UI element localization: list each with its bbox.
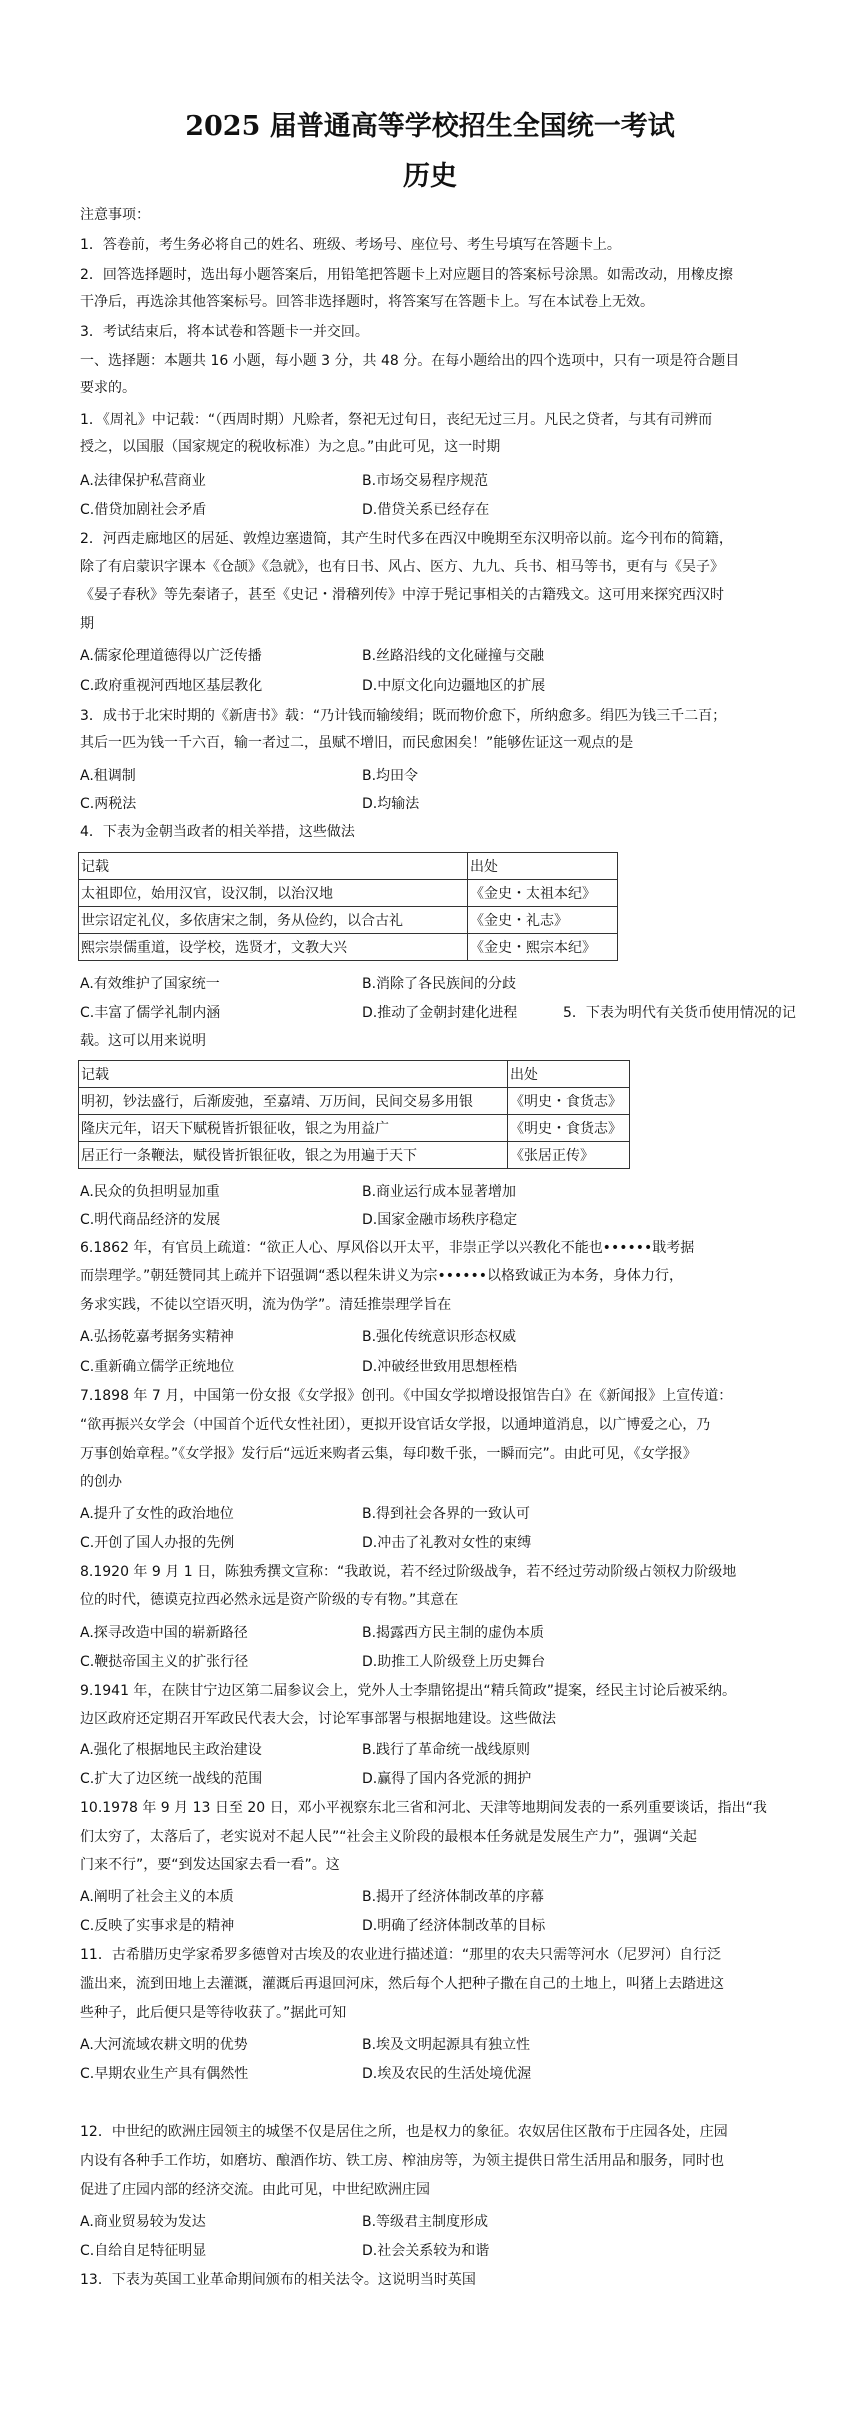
option-b[interactable]: B.丝路沿线的文化碰撞与交融 (362, 648, 545, 664)
question-stem: 门来不行”，要“到发达国家去看一看”。这 (80, 1857, 340, 1873)
question-stem: 内设有各种手工作坊，如磨坊、酿酒作坊、铁工房、榨油房等，为领主提供日常生活用品和服务，同时也 (80, 2153, 724, 2169)
option-a[interactable]: A.探寻改造中国的崭新路径 (80, 1625, 248, 1641)
question-stem: 位的时代，德谟克拉西必然永远是资产阶级的专有物。”其意在 (80, 1592, 459, 1608)
note-line: 干净后，再选涂其他答案标号。回答非选择题时，将答案写在答题卡上。写在本试卷上无效。 (80, 294, 654, 310)
section-heading: 要求的。 (80, 380, 136, 396)
note-line: 2．回答选择题时，选出每小题答案后，用铅笔把答题卡上对应题目的答案标号涂黑。如需改动，用橡皮擦 (80, 267, 733, 283)
table-cell: 《明史・食货志》 (508, 1088, 630, 1115)
table-row (79, 1142, 630, 1169)
option-c[interactable]: C.明代商品经济的发展 (80, 1212, 221, 1228)
question-stem: 边区政府还定期召开军政民代表大会，讨论军事部署与根据地建设。这些做法 (80, 1711, 556, 1727)
option-d[interactable]: D.埃及农民的生活处境优渥 (362, 2066, 532, 2082)
option-c[interactable]: C.鞭挞帝国主义的扩张行径 (80, 1654, 249, 1670)
option-d[interactable]: D.冲击了礼教对女性的束缚 (362, 1535, 532, 1551)
question-stem: 1．《周礼》中记载：“（西周时期）凡赊者，祭祀无过旬日，丧纪无过三月。凡民之贷者，与其有司辨而 (80, 412, 713, 428)
question-stem: 其后一匹为钱一千六百，输一者过二，虽赋不增旧，而民愈困矣！”能够佐证这一观点的是 (80, 735, 634, 751)
option-c[interactable]: C.反映了实事求是的精神 (80, 1918, 235, 1934)
question-stem: 些种子，此后便只是等待收获了。”据此可知 (80, 2005, 347, 2021)
question-stem: 务求实践，不徒以空语灭明，流为伪学”。清廷推崇理学旨在 (80, 1297, 452, 1313)
question-stem: 12．中世纪的欧洲庄园领主的城堡不仅是居住之所，也是权力的象征。农奴居住区散布于庄园各处，庄园 (80, 2124, 728, 2140)
option-b[interactable]: B.市场交易程序规范 (362, 473, 489, 489)
question-stem: 期 (80, 616, 94, 632)
table-cell: 熙宗崇儒重道，设学校，选贤才，文教大兴 (79, 934, 468, 961)
option-b[interactable]: B.强化传统意识形态权威 (362, 1329, 517, 1345)
option-b[interactable]: B.揭露西方民主制的虚伪本质 (362, 1625, 545, 1641)
table-cell: 《张居正传》 (508, 1142, 630, 1169)
question-stem: 7.1898 年 7 月，中国第一份女报《女学报》创刊。《中国女学拟增设报馆告白》在《新闻报》上宣传道： (80, 1388, 733, 1404)
option-b[interactable]: B.埃及文明起源具有独立性 (362, 2037, 531, 2053)
question-stem: “欲再振兴女学会（中国首个近代女性社团），更拟开设官话女学报，以通坤道消息，以广博爱之心，乃 (80, 1417, 711, 1433)
q5-table (78, 1060, 630, 1169)
option-a[interactable]: A.商业贸易较为发达 (80, 2214, 206, 2230)
option-c[interactable]: C.两税法 (80, 796, 137, 812)
option-b[interactable]: B.消除了各民族间的分歧 (362, 976, 517, 992)
question-stem: 2．河西走廊地区的居延、敦煌边塞遗简，其产生时代多在西汉中晚期至东汉明帝以前。迄今刊布的简籍， (80, 531, 733, 547)
option-c[interactable]: C.扩大了边区统一战线的范围 (80, 1771, 263, 1787)
option-a[interactable]: A.弘扬乾嘉考据务实精神 (80, 1329, 234, 1345)
question-stem: 载。这可以用来说明 (80, 1033, 206, 1049)
table-cell: 世宗诏定礼仪，多依唐宋之制，务从俭约，以合古礼 (79, 907, 468, 934)
question-stem: 5．下表为明代有关货币使用情况的记 (563, 1005, 796, 1021)
option-a[interactable]: A.提升了女性的政治地位 (80, 1506, 234, 1522)
question-stem: 3．成书于北宋时期的《新唐书》载：“乃计钱而输绫绢；既而物价愈下，所纳愈多。绢匹为钱三千二百； (80, 708, 727, 724)
option-a[interactable]: A.大河流域农耕文明的优势 (80, 2037, 248, 2053)
table-row (79, 907, 618, 934)
option-d[interactable]: D.均输法 (362, 796, 420, 812)
option-c[interactable]: C.自给自足特征明显 (80, 2243, 207, 2259)
table-cell: 《金史・熙宗本纪》 (468, 934, 618, 961)
option-b[interactable]: B.均田令 (362, 768, 419, 784)
option-d[interactable]: D.社会关系较为和谐 (362, 2243, 490, 2259)
option-d[interactable]: D.助推工人阶级登上历史舞台 (362, 1654, 546, 1670)
table-header-cell: 出处 (508, 1061, 630, 1088)
question-stem: 6.1862 年，有官员上疏道：“欲正人心、厚风俗以开太平，非崇正学以兴教化不能也••••••戢考据 (80, 1240, 695, 1256)
option-c[interactable]: C.丰富了儒学礼制内涵 (80, 1005, 221, 1021)
option-a[interactable]: A.法律保护私营商业 (80, 473, 206, 489)
option-a[interactable]: A.有效维护了国家统一 (80, 976, 220, 992)
option-b[interactable]: B.等级君主制度形成 (362, 2214, 489, 2230)
note-line: 1．答卷前，考生务必将自己的姓名、班级、考场号、座位号、考生号填写在答题卡上。 (80, 237, 621, 253)
option-d[interactable]: D.国家金融市场秩序稳定 (362, 1212, 518, 1228)
question-stem: 万事创始章程。”《女学报》发行后“远近来购者云集，每印数千张，一瞬而完”。由此可见，《女学报》 (80, 1446, 697, 1462)
question-stem: 11．古希腊历史学家希罗多德曾对古埃及的农业进行描述道：“那里的农夫只需等河水（尼罗河）自行泛 (80, 1947, 722, 1963)
option-d[interactable]: D.推动了金朝封建化进程 (362, 1005, 518, 1021)
table-header-row (79, 853, 618, 880)
option-d[interactable]: D.中原文化向边疆地区的扩展 (362, 678, 546, 694)
option-c[interactable]: C.早期农业生产具有偶然性 (80, 2066, 249, 2082)
question-stem: 9.1941 年，在陕甘宁边区第二届参议会上，党外人士李鼎铭提出“精兵简政”提案，经民主讨论后被采纳。 (80, 1683, 736, 1699)
question-stem: 13．下表为英国工业革命期间颁布的相关法令。这说明当时英国 (80, 2272, 476, 2288)
table-row (79, 1115, 630, 1142)
question-stem: 滥出来，流到田地上去灌溉，灌溉后再退回河床，然后每个人把种子撒在自己的土地上，叫猪上去踏进这 (80, 1976, 724, 1992)
option-a[interactable]: A.阐明了社会主义的本质 (80, 1889, 234, 1905)
table-row (79, 934, 618, 961)
option-c[interactable]: C.借贷加剧社会矛盾 (80, 502, 207, 518)
table-cell: 居正行一条鞭法，赋役皆折银征收，银之为用遍于天下 (79, 1142, 508, 1169)
option-d[interactable]: D.冲破经世致用思想桎梏 (362, 1359, 518, 1375)
table-cell: 《金史・太祖本纪》 (468, 880, 618, 907)
table-row (79, 880, 618, 907)
question-stem: 4．下表为金朝当政者的相关举措，这些做法 (80, 824, 355, 840)
option-a[interactable]: A.民众的负担明显加重 (80, 1184, 220, 1200)
subject-title: 历史 (403, 161, 457, 192)
question-stem: 10.1978 年 9 月 13 日至 20 日，邓小平视察东北三省和河北、天津等地期间发表的一系列重要谈话，指出“我 (80, 1800, 767, 1816)
table-header-cell: 出处 (468, 853, 618, 880)
option-d[interactable]: D.借贷关系已经存在 (362, 502, 490, 518)
option-b[interactable]: B.得到社会各界的一致认可 (362, 1506, 531, 1522)
option-c[interactable]: C.政府重视河西地区基层教化 (80, 678, 263, 694)
q4-table (78, 852, 618, 961)
table-cell: 隆庆元年，诏天下赋税皆折银征收，银之为用益广 (79, 1115, 508, 1142)
option-b[interactable]: B.商业运行成本显著增加 (362, 1184, 517, 1200)
question-stem: 们太穷了，太落后了，老实说对不起人民”“社会主义阶段的最根本任务就是发展生产力”，强调“关起 (80, 1829, 698, 1845)
option-d[interactable]: D.赢得了国内各党派的拥护 (362, 1771, 532, 1787)
question-stem: 而崇理学。”朝廷赞同其上疏并下诏强调“悉以程朱讲义为宗••••••以格致诚正为本务，身体力行， (80, 1268, 684, 1284)
exam-title: 2025 届普通高等学校招生全国统一考试 (185, 111, 675, 142)
question-stem: 授之，以国服（国家规定的税收标准）为之息。”由此可见，这一时期 (80, 439, 501, 455)
table-row (79, 1088, 630, 1115)
question-stem: 8.1920 年 9 月 1 日，陈独秀撰文宣称：“我敢说，若不经过阶级战争，若不经过劳动阶级占领权力阶级地 (80, 1564, 737, 1580)
table-cell: 《金史・礼志》 (468, 907, 618, 934)
option-a[interactable]: A.租调制 (80, 768, 136, 784)
question-stem: 《晏子春秋》等先秦诸子，甚至《史记・滑稽列传》中淳于髡记事相关的古籍残文。这可用来探究西汉时 (80, 587, 724, 603)
table-header-row (79, 1061, 630, 1088)
section-heading: 一、选择题：本题共 16 小题，每小题 3 分，共 48 分。在每小题给出的四个选项中，只有一项是符合题目 (80, 353, 740, 369)
question-stem: 除了有启蒙识字课本《仓颉》《急就》，也有日书、风占、医方、九九、兵书、相马等书，更有与《吴子》 (80, 559, 724, 575)
option-b[interactable]: B.践行了革命统一战线原则 (362, 1742, 531, 1758)
note-line: 3．考试结束后，将本试卷和答题卡一并交回。 (80, 324, 369, 340)
table-cell: 明初，钞法盛行，后渐废弛，至嘉靖、万历间，民间交易多用银 (79, 1088, 508, 1115)
notes-heading: 注意事项： (80, 207, 150, 223)
option-b[interactable]: B.揭开了经济体制改革的序幕 (362, 1889, 545, 1905)
option-d[interactable]: D.明确了经济体制改革的目标 (362, 1918, 546, 1934)
option-c[interactable]: C.重新确立儒学正统地位 (80, 1359, 235, 1375)
table-header-cell: 记载 (79, 853, 468, 880)
table-cell: 《明史・食货志》 (508, 1115, 630, 1142)
table-header-cell: 记载 (79, 1061, 508, 1088)
option-a[interactable]: A.强化了根据地民主政治建设 (80, 1742, 262, 1758)
table-cell: 太祖即位，始用汉官，设汉制，以治汉地 (79, 880, 468, 907)
option-a[interactable]: A.儒家伦理道德得以广泛传播 (80, 648, 262, 664)
question-stem: 促进了庄园内部的经济交流。由此可见，中世纪欧洲庄园 (80, 2182, 430, 2198)
question-stem: 的创办 (80, 1474, 122, 1490)
option-c[interactable]: C.开创了国人办报的先例 (80, 1535, 235, 1551)
